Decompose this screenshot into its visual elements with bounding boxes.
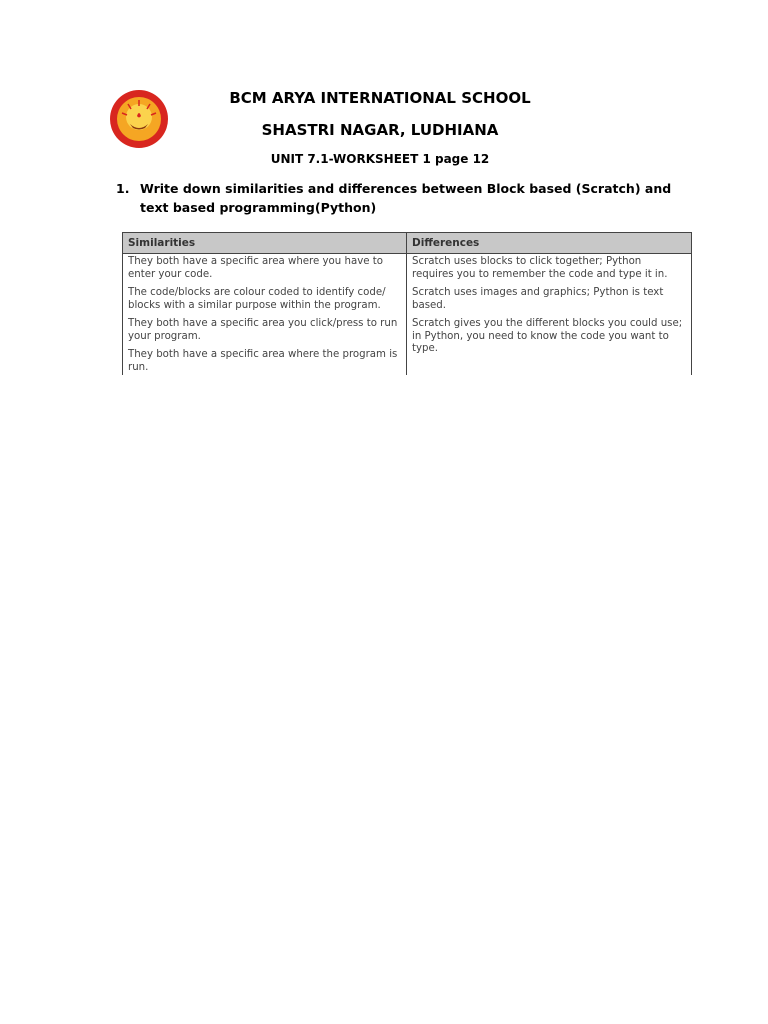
table-row (123, 254, 691, 286)
comparison-table (123, 233, 691, 375)
similarity-cell: They both have a specific area where the program is run. (123, 347, 407, 375)
header-similarities: Similarities (123, 233, 407, 254)
difference-cell: Scratch uses images and graphics; Python is text based. (412, 287, 664, 311)
table-row (123, 285, 691, 316)
table-header-row (123, 233, 691, 254)
difference-cell: Scratch uses blocks to click together; Python requires you to remember the code and type it in. (412, 256, 668, 280)
worksheet-title: UNIT 7.1-WORKSHEET 1 page 12 (270, 152, 490, 166)
similarity-cell: The code/blocks are colour coded to identify code/ blocks with a similar purpose within the program. (123, 285, 407, 316)
school-name: BCM ARYA INTERNATIONAL SCHOOL (229, 89, 531, 107)
table-row (123, 316, 691, 347)
header-differences: Differences (407, 233, 692, 254)
comparison-table-image (122, 232, 692, 375)
similarity-cell: They both have a specific area where you have to enter your code. (123, 254, 407, 286)
similarity-cell: They both have a specific area you click/press to run your program. (123, 316, 407, 347)
question-number: 1. (116, 181, 130, 196)
difference-cell: Scratch gives you the different blocks you could use; in Python, you need to know the code you want to type. (412, 318, 683, 354)
question-text: Write down similarities and differences between Block based (Scratch) and text based programming(Python) (140, 181, 672, 215)
question-1 (116, 179, 676, 217)
school-location: SHASTRI NAGAR, LUDHIANA (261, 121, 499, 139)
